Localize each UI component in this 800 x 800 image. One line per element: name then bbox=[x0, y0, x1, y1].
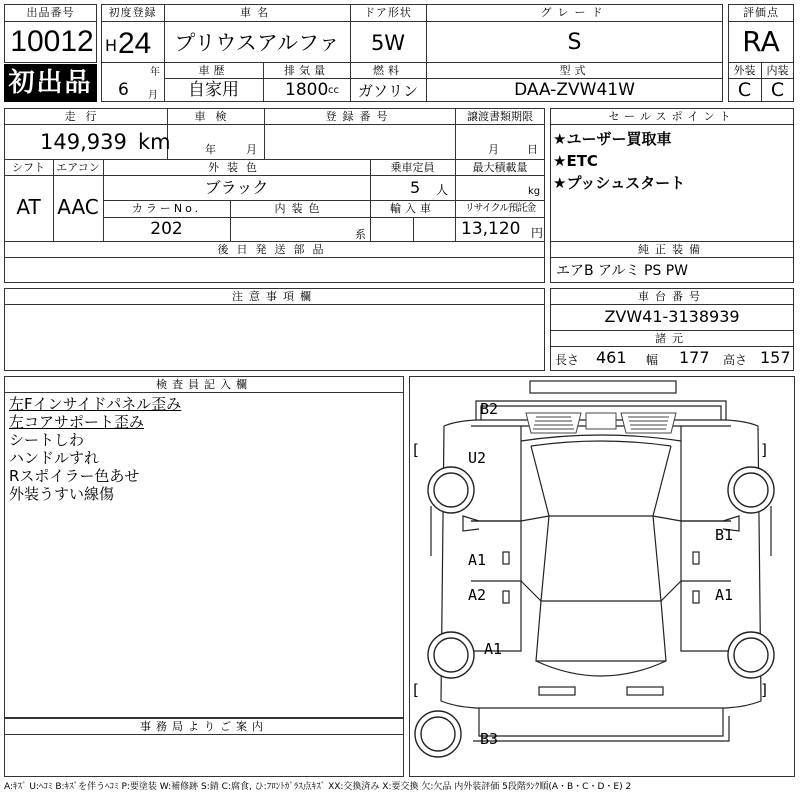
width-value: 177 bbox=[679, 348, 710, 367]
equipment-label: 純正装備 bbox=[638, 243, 706, 256]
sales-point-3: ★プッシュスタート bbox=[553, 174, 686, 192]
reg-number-label: 登録番号 bbox=[325, 110, 394, 123]
capacity-label: 乗車定員 bbox=[390, 161, 435, 174]
first-reg-label: 初度登録 bbox=[108, 6, 157, 19]
ext-color-label: 外装色 bbox=[208, 161, 265, 174]
transfer-month-unit: 月 bbox=[488, 143, 499, 156]
inspector-line-3: シートしわ bbox=[9, 431, 85, 449]
inspector-line-2: 左コアサポート歪み bbox=[9, 413, 145, 431]
length-value: 461 bbox=[596, 348, 627, 367]
bracket-right-rear: ] bbox=[760, 681, 770, 699]
capacity-value: 5 bbox=[410, 178, 421, 197]
bracket-left-rear: [ bbox=[411, 681, 421, 699]
inspector-line-5: Rスポイラー色あせ bbox=[9, 467, 140, 485]
reg-year-unit: 年 bbox=[150, 67, 160, 78]
damage-b3-rear-bumper: B3 bbox=[480, 730, 499, 748]
width-label: 幅 bbox=[646, 353, 659, 367]
displacement-unit: cc bbox=[328, 85, 339, 96]
sales-points-label: セールスポイント bbox=[608, 110, 736, 123]
height-value: 157 bbox=[760, 348, 791, 367]
displacement-value: 1800 bbox=[285, 80, 329, 100]
mileage-label: 走行 bbox=[64, 110, 107, 123]
grade-value: S bbox=[567, 30, 582, 55]
inspection-label: 車検 bbox=[194, 110, 237, 123]
damage-diagram bbox=[409, 376, 795, 777]
damage-b1-right-front-door: B1 bbox=[715, 526, 734, 544]
inspection-month-unit: 月 bbox=[246, 143, 257, 156]
damage-a1-left-quarter: A1 bbox=[484, 640, 503, 658]
int-color-unit: 系 bbox=[355, 228, 366, 241]
first-listing-badge: 初出品 bbox=[4, 64, 97, 102]
car-name-label: 車名 bbox=[240, 6, 274, 19]
door-type: 5W bbox=[370, 31, 406, 55]
grade-label: グレード bbox=[540, 6, 609, 19]
color-no-value: 202 bbox=[150, 219, 183, 239]
chassis-number: ZVW41-3138939 bbox=[604, 307, 740, 326]
inspector-line-4: ハンドルすれ bbox=[9, 449, 100, 467]
recycle-unit: 円 bbox=[531, 226, 544, 240]
car-outline bbox=[410, 377, 794, 776]
reg-era: H bbox=[105, 36, 118, 55]
history-value: 自家用 bbox=[188, 80, 239, 100]
later-parts-label: 後日発送部品 bbox=[217, 243, 332, 256]
exterior-score: C bbox=[737, 79, 752, 101]
history-label: 車歴 bbox=[198, 64, 229, 77]
sales-point-2: ★ETC bbox=[553, 152, 598, 170]
shift-label: シフト bbox=[12, 161, 45, 174]
ext-color-value: ブラック bbox=[204, 178, 269, 197]
damage-u2-left-fender: U2 bbox=[468, 449, 487, 467]
chassis-label: 車台番号 bbox=[638, 290, 706, 303]
inspector-line-1: 左Fインサイドパネル歪み bbox=[9, 395, 182, 413]
capacity-unit: 人 bbox=[436, 183, 449, 197]
overall-score: RA bbox=[742, 25, 780, 58]
damage-b2-front-bumper: B2 bbox=[480, 400, 499, 418]
int-color-label: 内装色 bbox=[274, 202, 326, 215]
exterior-label: 外装 bbox=[733, 64, 756, 77]
bracket-left-front: [ bbox=[411, 441, 421, 459]
length-label: 長さ bbox=[555, 353, 580, 367]
inspection-year-unit: 年 bbox=[205, 143, 216, 156]
color-no-label: カラーNo. bbox=[131, 202, 202, 215]
fuel-label: 燃料 bbox=[373, 64, 403, 77]
aircon-value: AAC bbox=[57, 195, 99, 219]
damage-a2-left-rear-door: A2 bbox=[468, 586, 487, 604]
aircon-label: エアコン bbox=[56, 161, 100, 174]
dimensions-label: 諸元 bbox=[655, 332, 689, 345]
damage-a1-right-rear-door: A1 bbox=[715, 586, 734, 604]
lot-number: 10012 bbox=[10, 25, 94, 58]
load-unit: kg bbox=[528, 186, 541, 197]
legend-text: A:ｷｽﾞ U:ﾍｺﾐ B:ｷｽﾞを伴うﾍｺﾐ P:要塗装 W:補修跡 S:錆 C:腐食, ひ:ﾌﾛﾝﾄｶﾞﾗｽ点ｷｽﾞ XX:交換済み X:要交換 欠:欠品 内外装評価 5段階ﾗﾝｸ順(A・B・C・D・E) 2 bbox=[4, 782, 632, 792]
inspector-line-6: 外装うすい線傷 bbox=[9, 485, 115, 503]
transfer-day-unit: 日 bbox=[527, 143, 538, 156]
score-label: 評価点 bbox=[743, 6, 779, 19]
displacement-label: 排気量 bbox=[284, 64, 329, 77]
car-name: プリウスアルファ bbox=[174, 31, 340, 55]
mileage-value: 149,939 bbox=[40, 130, 127, 154]
recycle-value: 13,120 bbox=[461, 219, 521, 239]
mileage-unit: km bbox=[138, 130, 171, 154]
recycle-label: リサイクル預託金 bbox=[464, 203, 536, 214]
model-code: DAA-ZVW41W bbox=[514, 80, 635, 100]
fuel-value: ガソリン bbox=[357, 82, 418, 100]
bracket-right-front: ] bbox=[760, 441, 770, 459]
shift-value: AT bbox=[16, 195, 41, 219]
office-label: 事務局よりご案内 bbox=[140, 720, 268, 733]
interior-label: 内装 bbox=[766, 64, 789, 77]
import-label: 輸入車 bbox=[390, 202, 435, 215]
door-label: ドア形状 bbox=[364, 6, 412, 19]
interior-score: C bbox=[770, 79, 785, 101]
equipment-value: エアB アルミ PS PW bbox=[556, 263, 689, 279]
model-label: 型式 bbox=[559, 64, 590, 77]
transfer-date-label: 譲渡書類期限 bbox=[467, 110, 533, 123]
reg-month-unit: 月 bbox=[148, 90, 158, 101]
reg-month: 6 bbox=[118, 80, 129, 100]
damage-a1-left-front-door: A1 bbox=[468, 551, 487, 569]
height-label: 高さ bbox=[723, 353, 748, 367]
lot-number-label: 出品番号 bbox=[26, 6, 75, 19]
reg-year: 24 bbox=[118, 27, 152, 60]
notes-label: 注意事項欄 bbox=[232, 290, 317, 303]
sales-point-1: ★ユーザー買取車 bbox=[553, 130, 672, 148]
inspector-label: 検査員記入欄 bbox=[156, 378, 252, 391]
max-load-label: 最大積載量 bbox=[472, 161, 528, 174]
